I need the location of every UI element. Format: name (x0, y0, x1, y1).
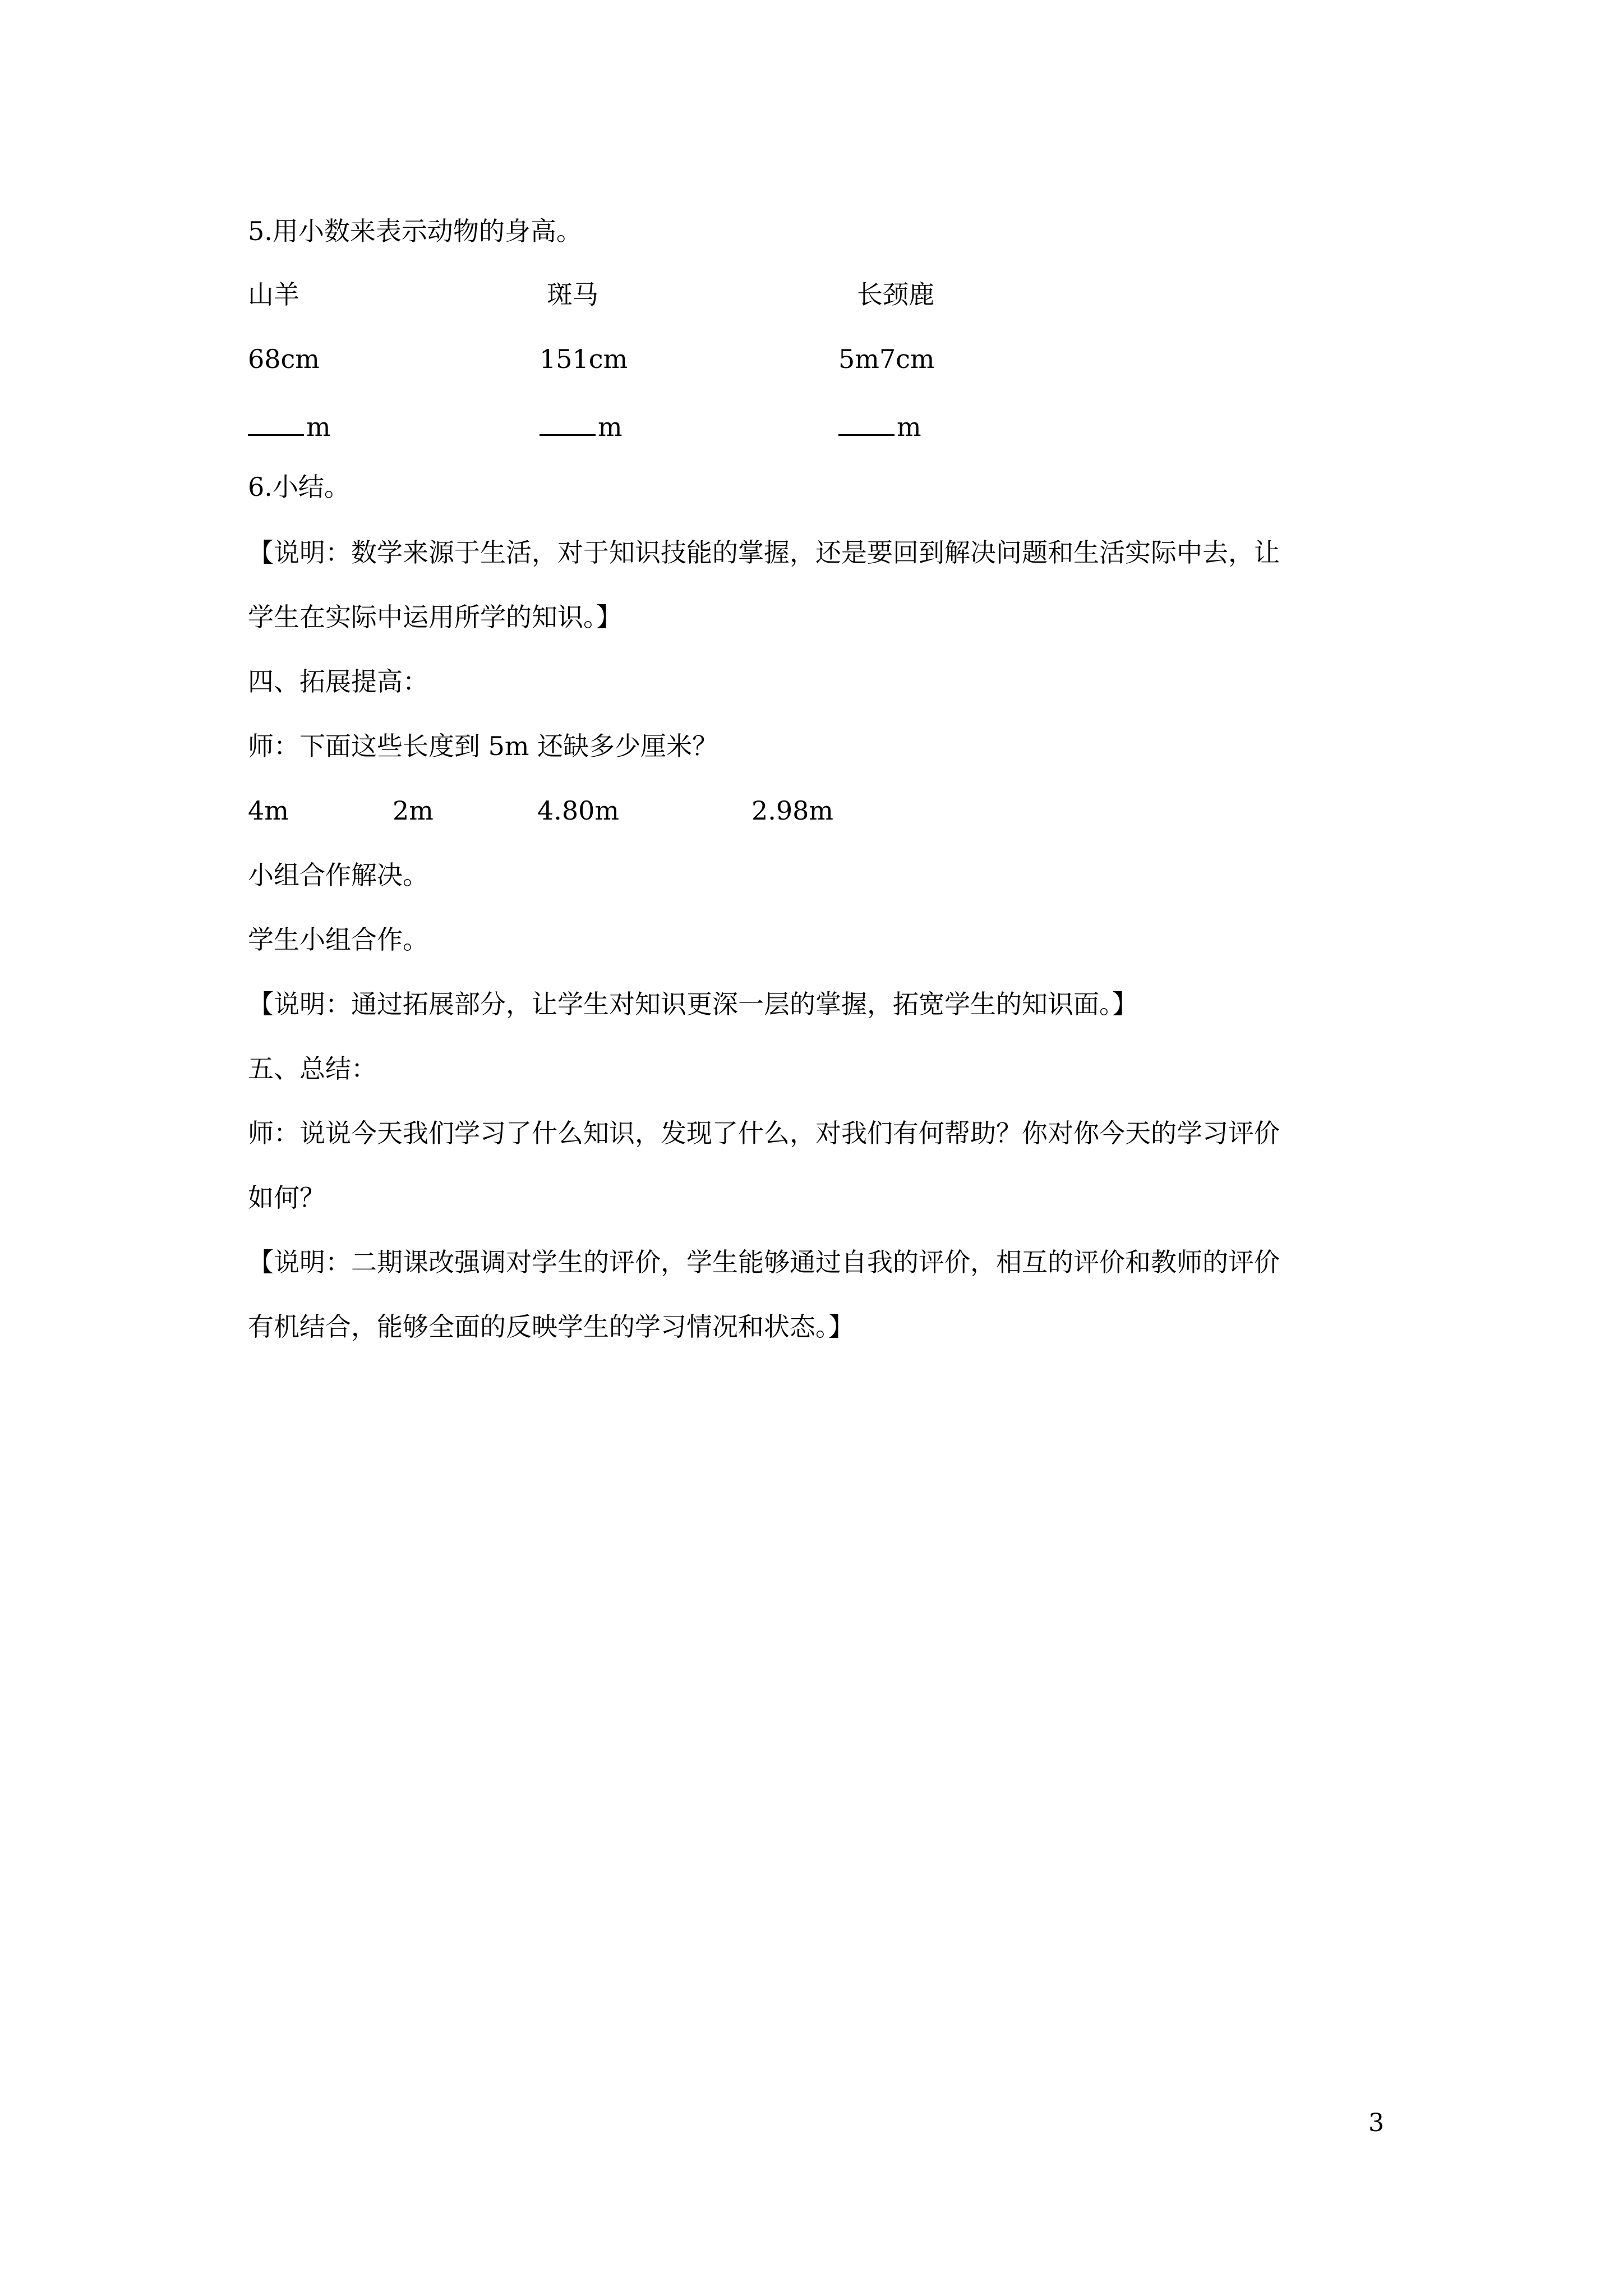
section6-note-line2: 学生在实际中运用所学的知识。】 (248, 602, 622, 632)
part4-heading: 四、拓展提高： (248, 666, 428, 697)
animal-height-zebra: 151cm (540, 344, 628, 374)
animal-name-giraffe: 长颈鹿 (857, 279, 934, 310)
part5-heading: 五、总结： (248, 1053, 377, 1084)
unit-label: m (897, 412, 921, 442)
length-item: 2m (393, 795, 434, 826)
length-item: 2.98m (751, 795, 834, 826)
answer-blank-giraffe[interactable] (838, 409, 921, 444)
section5-title: 5.用小数来表示动物的身高。 (248, 216, 582, 246)
part4-line1: 小组合作解决。 (248, 860, 428, 890)
answer-blank-zebra[interactable] (540, 409, 623, 444)
part4-question: 师：下面这些长度到 5m 还缺多少厘米？ (248, 731, 718, 761)
animal-name-zebra: 斑马 (547, 279, 598, 310)
part5-teacher-line2: 如何？ (248, 1182, 325, 1213)
animal-height-giraffe: 5m7cm (838, 344, 935, 374)
animal-height-goat: 68cm (248, 344, 320, 374)
page-number: 3 (1368, 2109, 1384, 2137)
part4-line2: 学生小组合作。 (248, 924, 428, 955)
unit-label: m (306, 412, 331, 442)
animal-name-goat: 山羊 (248, 279, 299, 310)
blank-line (248, 409, 304, 436)
part5-note-line1: 【说明：二期课改强调对学生的评价，学生能够通过自我的评价，相互的评价和教师的评价 (248, 1247, 1280, 1277)
unit-label: m (598, 412, 623, 442)
answer-blank-goat[interactable] (248, 409, 331, 444)
section6-note-line1: 【说明：数学来源于生活，对于知识技能的掌握，还是要回到解决问题和生活实际中去，让 (248, 537, 1280, 568)
part5-teacher-line1: 师：说说今天我们学习了什么知识，发现了什么，对我们有何帮助？你对你今天的学习评价 (248, 1118, 1280, 1148)
section6-title: 6.小结。 (248, 472, 350, 502)
length-item: 4.80m (537, 795, 620, 826)
blank-line (838, 409, 895, 436)
part4-note: 【说明：通过拓展部分，让学生对知识更深一层的掌握，拓宽学生的知识面。】 (248, 989, 1138, 1019)
part5-note-line2: 有机结合，能够全面的反映学生的学习情况和状态。】 (248, 1312, 854, 1342)
length-item: 4m (248, 795, 289, 826)
blank-line (540, 409, 596, 436)
